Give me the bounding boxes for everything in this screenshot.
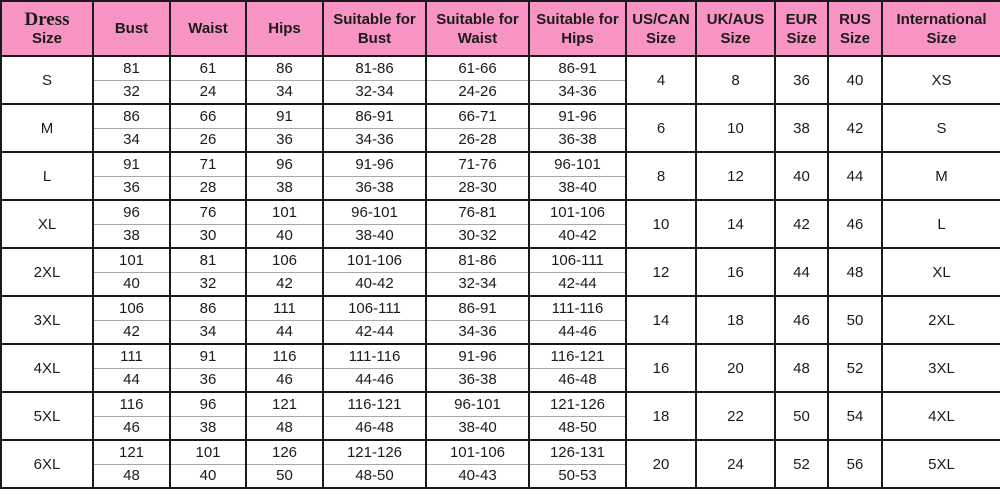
measure-cell-cm: 96 (170, 392, 246, 416)
measure-cell-cm: 91 (246, 104, 323, 128)
measure-cell-inch: 46-48 (323, 416, 426, 440)
measure-cell-cm: 96-101 (529, 152, 626, 176)
size-cell: L (1, 152, 93, 200)
measure-cell-cm: 86-91 (323, 104, 426, 128)
table-row-cm (1, 152, 1000, 176)
conversion-cell: 46 (828, 200, 882, 248)
measure-cell-cm: 86 (170, 296, 246, 320)
measure-cell-cm: 101-106 (323, 248, 426, 272)
measure-cell-inch: 36-38 (529, 128, 626, 152)
measure-cell-inch: 38-40 (426, 416, 529, 440)
measure-cell-cm: 86-91 (529, 56, 626, 80)
measure-cell-cm: 91-96 (426, 344, 529, 368)
conversion-cell: 10 (696, 104, 775, 152)
conversion-cell: 24 (696, 440, 775, 488)
measure-cell-inch: 42 (93, 320, 170, 344)
measure-cell-inch: 42-44 (323, 320, 426, 344)
table-row-cm (1, 440, 1000, 464)
measure-cell-cm: 101 (93, 248, 170, 272)
conversion-cell: 50 (775, 392, 828, 440)
measure-cell-inch: 26-28 (426, 128, 529, 152)
table-row-cm (1, 56, 1000, 80)
measure-cell-inch: 38 (93, 224, 170, 248)
measure-cell-inch: 32-34 (323, 80, 426, 104)
measure-cell-inch: 40-42 (529, 224, 626, 248)
measure-cell-inch: 32-34 (426, 272, 529, 296)
col-header-suitable-hips (529, 1, 626, 56)
col-header-international-size (882, 1, 1000, 56)
header-line: Size (720, 29, 751, 47)
measure-cell-inch: 34-36 (426, 320, 529, 344)
header-line: Hips (268, 20, 301, 37)
header-line: UK/AUS (706, 10, 765, 28)
conversion-cell: 5XL (882, 440, 1000, 488)
header-line: Suitable for (536, 10, 619, 28)
header-line: Waist (457, 29, 498, 47)
measure-cell-inch: 34 (93, 128, 170, 152)
measure-cell-cm: 111-116 (323, 344, 426, 368)
measure-cell-inch: 40-43 (426, 464, 529, 488)
measure-cell-cm: 81-86 (323, 56, 426, 80)
size-cell: S (1, 56, 93, 104)
measure-cell-inch: 48 (246, 416, 323, 440)
measure-cell-inch: 50-53 (529, 464, 626, 488)
measure-cell-inch: 44-46 (529, 320, 626, 344)
measure-cell-inch: 46 (93, 416, 170, 440)
conversion-cell: 10 (626, 200, 696, 248)
measure-cell-cm: 76 (170, 200, 246, 224)
header-line: Size (645, 29, 676, 47)
measure-cell-cm: 126 (246, 440, 323, 464)
measure-cell-cm: 116-121 (529, 344, 626, 368)
measure-cell-cm: 86-91 (426, 296, 529, 320)
conversion-cell: S (882, 104, 1000, 152)
measure-cell-cm: 101 (170, 440, 246, 464)
conversion-cell: 4XL (882, 392, 1000, 440)
measure-cell-cm: 106-111 (529, 248, 626, 272)
measure-cell-inch: 30 (170, 224, 246, 248)
conversion-cell: 12 (696, 152, 775, 200)
conversion-cell: 42 (828, 104, 882, 152)
measure-cell-cm: 101 (246, 200, 323, 224)
conversion-cell: 56 (828, 440, 882, 488)
col-header-hips (246, 1, 323, 56)
measure-cell-inch: 40 (246, 224, 323, 248)
header-line: Size (926, 29, 957, 47)
measure-cell-inch: 46-48 (529, 368, 626, 392)
measure-cell-inch: 36 (170, 368, 246, 392)
conversion-cell: 12 (626, 248, 696, 296)
measure-cell-cm: 111 (246, 296, 323, 320)
measure-cell-inch: 36 (246, 128, 323, 152)
conversion-cell: 44 (775, 248, 828, 296)
measure-cell-inch: 32 (170, 272, 246, 296)
col-header-bust (93, 1, 170, 56)
measure-cell-inch: 48-50 (529, 416, 626, 440)
size-cell: M (1, 104, 93, 152)
conversion-cell: XS (882, 56, 1000, 104)
header-line: EUR (785, 10, 818, 28)
col-header-suitable-waist (426, 1, 529, 56)
measure-cell-inch: 44 (93, 368, 170, 392)
conversion-cell: 6 (626, 104, 696, 152)
measure-cell-cm: 116 (93, 392, 170, 416)
measure-cell-inch: 38 (246, 176, 323, 200)
header-line: International (896, 10, 987, 28)
measure-cell-inch: 36 (93, 176, 170, 200)
header-line: Waist (188, 20, 228, 37)
table-header (1, 1, 1000, 56)
measure-cell-cm: 121 (93, 440, 170, 464)
measure-cell-cm: 61 (170, 56, 246, 80)
measure-cell-inch: 34-36 (529, 80, 626, 104)
size-cell: 3XL (1, 296, 93, 344)
header-row (1, 1, 1000, 56)
table-row-cm (1, 248, 1000, 272)
measure-cell-inch: 32 (93, 80, 170, 104)
measure-cell-cm: 106 (93, 296, 170, 320)
measure-cell-cm: 81 (93, 56, 170, 80)
measure-cell-cm: 81-86 (426, 248, 529, 272)
measure-cell-cm: 91-96 (323, 152, 426, 176)
measure-cell-inch: 24-26 (426, 80, 529, 104)
conversion-cell: 8 (696, 56, 775, 104)
measure-cell-cm: 61-66 (426, 56, 529, 80)
conversion-cell: L (882, 200, 1000, 248)
measure-cell-cm: 106 (246, 248, 323, 272)
measure-cell-cm: 126-131 (529, 440, 626, 464)
conversion-cell: 16 (626, 344, 696, 392)
measure-cell-cm: 116 (246, 344, 323, 368)
measure-cell-cm: 96-101 (323, 200, 426, 224)
conversion-cell: 3XL (882, 344, 1000, 392)
header-line: Size (839, 29, 870, 47)
measure-cell-cm: 66-71 (426, 104, 529, 128)
measure-cell-inch: 30-32 (426, 224, 529, 248)
table-row-cm (1, 344, 1000, 368)
measure-cell-cm: 101-106 (529, 200, 626, 224)
measure-cell-cm: 111 (93, 344, 170, 368)
col-header-suitable-bust (323, 1, 426, 56)
col-header-eur-size (775, 1, 828, 56)
measure-cell-cm: 116-121 (323, 392, 426, 416)
table-row-cm (1, 392, 1000, 416)
table-row-cm (1, 200, 1000, 224)
measure-cell-inch: 34 (246, 80, 323, 104)
measure-cell-inch: 42-44 (529, 272, 626, 296)
conversion-cell: 52 (828, 344, 882, 392)
conversion-cell: 50 (828, 296, 882, 344)
conversion-cell: 8 (626, 152, 696, 200)
conversion-cell: 48 (775, 344, 828, 392)
conversion-cell: 20 (626, 440, 696, 488)
size-cell: 2XL (1, 248, 93, 296)
header-line: Suitable for (436, 10, 519, 28)
measure-cell-inch: 48-50 (323, 464, 426, 488)
conversion-cell: 46 (775, 296, 828, 344)
measure-cell-inch: 38-40 (529, 176, 626, 200)
measure-cell-inch: 38-40 (323, 224, 426, 248)
measure-cell-cm: 71 (170, 152, 246, 176)
size-chart-body (1, 56, 1000, 488)
measure-cell-cm: 91 (93, 152, 170, 176)
measure-cell-inch: 24 (170, 80, 246, 104)
measure-cell-inch: 34 (170, 320, 246, 344)
table-row-cm (1, 296, 1000, 320)
header-line: RUS (839, 10, 871, 28)
measure-cell-cm: 91 (170, 344, 246, 368)
measure-cell-cm: 96 (93, 200, 170, 224)
conversion-cell: 40 (828, 56, 882, 104)
conversion-cell: 22 (696, 392, 775, 440)
conversion-cell: 44 (828, 152, 882, 200)
measure-cell-inch: 36-38 (323, 176, 426, 200)
col-header-waist (170, 1, 246, 56)
measure-cell-cm: 86 (246, 56, 323, 80)
measure-cell-inch: 28-30 (426, 176, 529, 200)
conversion-cell: 52 (775, 440, 828, 488)
measure-cell-inch: 48 (93, 464, 170, 488)
measure-cell-cm: 81 (170, 248, 246, 272)
measure-cell-inch: 44-46 (323, 368, 426, 392)
col-header-us-can-size (626, 1, 696, 56)
conversion-cell: 2XL (882, 296, 1000, 344)
conversion-cell: 38 (775, 104, 828, 152)
conversion-cell: 14 (626, 296, 696, 344)
conversion-cell: 40 (775, 152, 828, 200)
size-cell: 4XL (1, 344, 93, 392)
size-cell: XL (1, 200, 93, 248)
measure-cell-cm: 121 (246, 392, 323, 416)
col-header-dress-size (1, 1, 93, 56)
table-row-cm (1, 104, 1000, 128)
header-line: Size (31, 30, 62, 47)
header-line: Bust (114, 20, 149, 37)
measure-cell-cm: 91-96 (529, 104, 626, 128)
conversion-cell: XL (882, 248, 1000, 296)
measure-cell-cm: 76-81 (426, 200, 529, 224)
header-line: Dress (24, 9, 70, 30)
measure-cell-inch: 36-38 (426, 368, 529, 392)
measure-cell-inch: 40-42 (323, 272, 426, 296)
header-line: US/CAN (632, 10, 690, 28)
measure-cell-inch: 40 (170, 464, 246, 488)
size-cell: 6XL (1, 440, 93, 488)
measure-cell-inch: 40 (93, 272, 170, 296)
measure-cell-cm: 71-76 (426, 152, 529, 176)
measure-cell-inch: 28 (170, 176, 246, 200)
measure-cell-inch: 46 (246, 368, 323, 392)
conversion-cell: 18 (626, 392, 696, 440)
measure-cell-cm: 101-106 (426, 440, 529, 464)
conversion-cell: 14 (696, 200, 775, 248)
measure-cell-cm: 96 (246, 152, 323, 176)
col-header-rus-size (828, 1, 882, 56)
header-line: Suitable for (333, 10, 416, 28)
measure-cell-inch: 34-36 (323, 128, 426, 152)
header-line: Size (786, 29, 817, 47)
measure-cell-cm: 121-126 (529, 392, 626, 416)
conversion-cell: 20 (696, 344, 775, 392)
measure-cell-inch: 26 (170, 128, 246, 152)
measure-cell-inch: 44 (246, 320, 323, 344)
measure-cell-inch: 42 (246, 272, 323, 296)
col-header-uk-aus-size (696, 1, 775, 56)
size-cell: 5XL (1, 392, 93, 440)
measure-cell-inch: 50 (246, 464, 323, 488)
header-line: Bust (357, 29, 392, 47)
conversion-cell: 36 (775, 56, 828, 104)
conversion-cell: M (882, 152, 1000, 200)
measure-cell-cm: 106-111 (323, 296, 426, 320)
conversion-cell: 42 (775, 200, 828, 248)
measure-cell-cm: 96-101 (426, 392, 529, 416)
conversion-cell: 16 (696, 248, 775, 296)
header-line: Hips (561, 29, 594, 47)
measure-cell-cm: 66 (170, 104, 246, 128)
measure-cell-inch: 38 (170, 416, 246, 440)
measure-cell-cm: 86 (93, 104, 170, 128)
measure-cell-cm: 111-116 (529, 296, 626, 320)
conversion-cell: 54 (828, 392, 882, 440)
conversion-cell: 18 (696, 296, 775, 344)
conversion-cell: 48 (828, 248, 882, 296)
conversion-cell: 4 (626, 56, 696, 104)
measure-cell-cm: 121-126 (323, 440, 426, 464)
